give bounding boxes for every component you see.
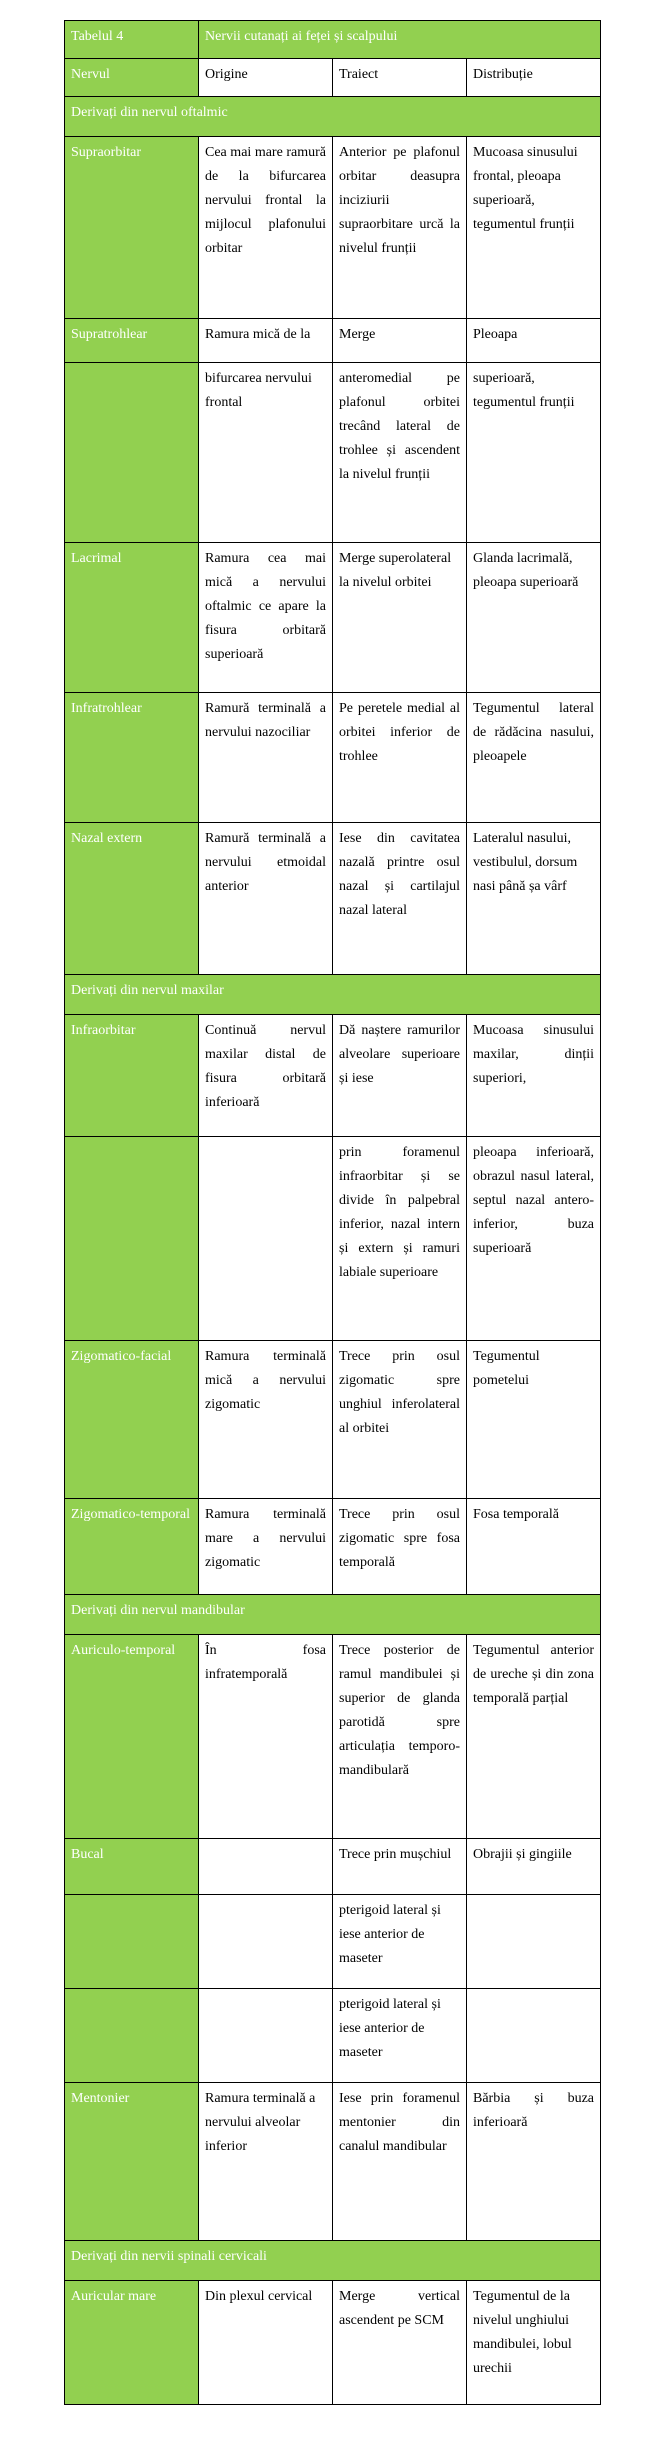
origin-cell: În fosa infratemporală: [199, 1635, 333, 1839]
section-ophthalmic: Derivați din nervul oftalmic: [65, 97, 601, 137]
nerve-name: Auriculo-temporal: [65, 1635, 199, 1839]
origin-cell: Ramura terminală a nervului alveolar inferior: [199, 2083, 333, 2241]
table-row: [65, 1499, 601, 1595]
section-row: [65, 975, 601, 1015]
nerve-name: Auricular mare: [65, 2281, 199, 2405]
nerve-name-empty: [65, 363, 199, 543]
origin-cell-empty: [199, 1839, 333, 1895]
page: [64, 20, 600, 2405]
col-header-nerve: Nervul: [65, 59, 199, 97]
section-row: [65, 1595, 601, 1635]
distribution-cell: Tegumentul anterior de ureche și din zona temporală parțial: [467, 1635, 601, 1839]
table-row: [65, 319, 601, 363]
distribution-cell-empty: [467, 1895, 601, 1989]
distribution-cell: Bărbia și buza inferioară: [467, 2083, 601, 2241]
distribution-cell: Tegumentul de la nivelul unghiului mandibulei, lobul urechii: [467, 2281, 601, 2405]
origin-cell: Din plexul cervical: [199, 2281, 333, 2405]
distribution-cell: pleoapa inferioară, obrazul nasul lateral, septul nazal antero-inferior, buza superioară: [467, 1137, 601, 1341]
table-title: Nervii cutanați ai feței și scalpului: [199, 21, 601, 59]
distribution-cell: Tegumentul pometelui: [467, 1341, 601, 1499]
table-row: [65, 1341, 601, 1499]
origin-cell: Ramura terminală mare a nervului zigomatic: [199, 1499, 333, 1595]
table-row: [65, 137, 601, 319]
table-row: [65, 1635, 601, 1839]
origin-cell-empty: [199, 1137, 333, 1341]
table-row: [65, 1015, 601, 1137]
distribution-cell: Lateralul nasului, vestibulul, dorsum nasi până șa vârf: [467, 823, 601, 975]
table-row: [65, 1839, 601, 1895]
nerve-name: Nazal extern: [65, 823, 199, 975]
table-label: Tabelul 4: [65, 21, 199, 59]
origin-cell: Continuă nervul maxilar distal de fisura orbitară inferioară: [199, 1015, 333, 1137]
distribution-cell: Tegumentul lateral de rădăcina nasului, pleoapele: [467, 693, 601, 823]
nerve-name: Zigomatico-facial: [65, 1341, 199, 1499]
distribution-cell-empty: [467, 1989, 601, 2083]
path-cell: pterigoid lateral și iese anterior de maseter: [333, 1989, 467, 2083]
distribution-cell: Mucoasa sinusului maxilar, dinții superiori,: [467, 1015, 601, 1137]
path-cell: prin foramenul infraorbitar și se divide în palpebral inferior, nazal intern și extern și ramuri labiale superioare: [333, 1137, 467, 1341]
table-row: [65, 823, 601, 975]
path-cell: Iese din cavitatea nazală printre osul nazal și cartilajul nazal lateral: [333, 823, 467, 975]
nerve-name: Bucal: [65, 1839, 199, 1895]
origin-cell-empty: [199, 1989, 333, 2083]
origin-cell: Cea mai mare ramură de la bifurcarea nervului frontal la mijlocul plafonului orbitar: [199, 137, 333, 319]
section-row: [65, 2241, 601, 2281]
column-header-row: [65, 59, 601, 97]
nerve-name: Zigomatico-temporal: [65, 1499, 199, 1595]
col-header-origin: Origine: [199, 59, 333, 97]
origin-cell: Ramura terminală mică a nervului zigomatic: [199, 1341, 333, 1499]
path-cell: Merge superolateral la nivelul orbitei: [333, 543, 467, 693]
table-row: [65, 2083, 601, 2241]
table-row: [65, 363, 601, 543]
origin-cell: Ramură terminală a nervului etmoidal anterior: [199, 823, 333, 975]
path-cell: anteromedial pe plafonul orbitei trecând lateral de trohlee și ascendent la nivelul frunții: [333, 363, 467, 543]
table-row: [65, 2281, 601, 2405]
section-maxillary: Derivați din nervul maxilar: [65, 975, 601, 1015]
nerve-name: Lacrimal: [65, 543, 199, 693]
section-cervical: Derivați din nervii spinali cervicali: [65, 2241, 601, 2281]
path-cell: Iese prin foramenul mentonier din canalul mandibular: [333, 2083, 467, 2241]
table-row: [65, 543, 601, 693]
origin-cell: Ramură terminală a nervului nazociliar: [199, 693, 333, 823]
path-cell: Merge: [333, 319, 467, 363]
path-cell: Anterior pe plafonul orbitar deasupra inciziurii supraorbitare urcă la nivelul frunții: [333, 137, 467, 319]
nerve-name-empty: [65, 1137, 199, 1341]
table-row: [65, 1895, 601, 1989]
nerve-name-empty: [65, 1989, 199, 2083]
nerve-name: Supraorbitar: [65, 137, 199, 319]
nerve-name-empty: [65, 1895, 199, 1989]
table-row: [65, 1989, 601, 2083]
path-cell: pterigoid lateral și iese anterior de maseter: [333, 1895, 467, 1989]
origin-cell: Ramura cea mai mică a nervului oftalmic ce apare la fisura orbitară superioară: [199, 543, 333, 693]
path-cell: Dă naștere ramurilor alveolare superioare și iese: [333, 1015, 467, 1137]
nerve-name: Infraorbitar: [65, 1015, 199, 1137]
table-row: [65, 693, 601, 823]
section-row: [65, 97, 601, 137]
nerve-name: Supratrohlear: [65, 319, 199, 363]
path-cell: Trece prin osul zigomatic spre fosa temporală: [333, 1499, 467, 1595]
distribution-cell: Glanda lacrimală, pleoapa superioară: [467, 543, 601, 693]
origin-cell: Ramura mică de la: [199, 319, 333, 363]
section-mandibular: Derivați din nervul mandibular: [65, 1595, 601, 1635]
nerve-table: [64, 20, 601, 2405]
col-header-path: Traiect: [333, 59, 467, 97]
table-row: [65, 1137, 601, 1341]
nerve-name: Infratrohlear: [65, 693, 199, 823]
distribution-cell: superioară, tegumentul frunții: [467, 363, 601, 543]
distribution-cell: Fosa temporală: [467, 1499, 601, 1595]
distribution-cell: Pleoapa: [467, 319, 601, 363]
distribution-cell: Obrajii și gingiile: [467, 1839, 601, 1895]
nerve-name: Mentonier: [65, 2083, 199, 2241]
path-cell: Pe peretele medial al orbitei inferior de trohlee: [333, 693, 467, 823]
path-cell: Merge vertical ascendent pe SCM: [333, 2281, 467, 2405]
col-header-distribution: Distribuție: [467, 59, 601, 97]
table-title-row: [65, 21, 601, 59]
origin-cell-empty: [199, 1895, 333, 1989]
distribution-cell: Mucoasa sinusului frontal, pleoapa superioară, tegumentul frunții: [467, 137, 601, 319]
path-cell: Trece posterior de ramul mandibulei și superior de glanda parotidă spre articulația temporo-mandibulară: [333, 1635, 467, 1839]
origin-cell: bifurcarea nervului frontal: [199, 363, 333, 543]
path-cell: Trece prin osul zigomatic spre unghiul inferolateral al orbitei: [333, 1341, 467, 1499]
path-cell: Trece prin mușchiul: [333, 1839, 467, 1895]
